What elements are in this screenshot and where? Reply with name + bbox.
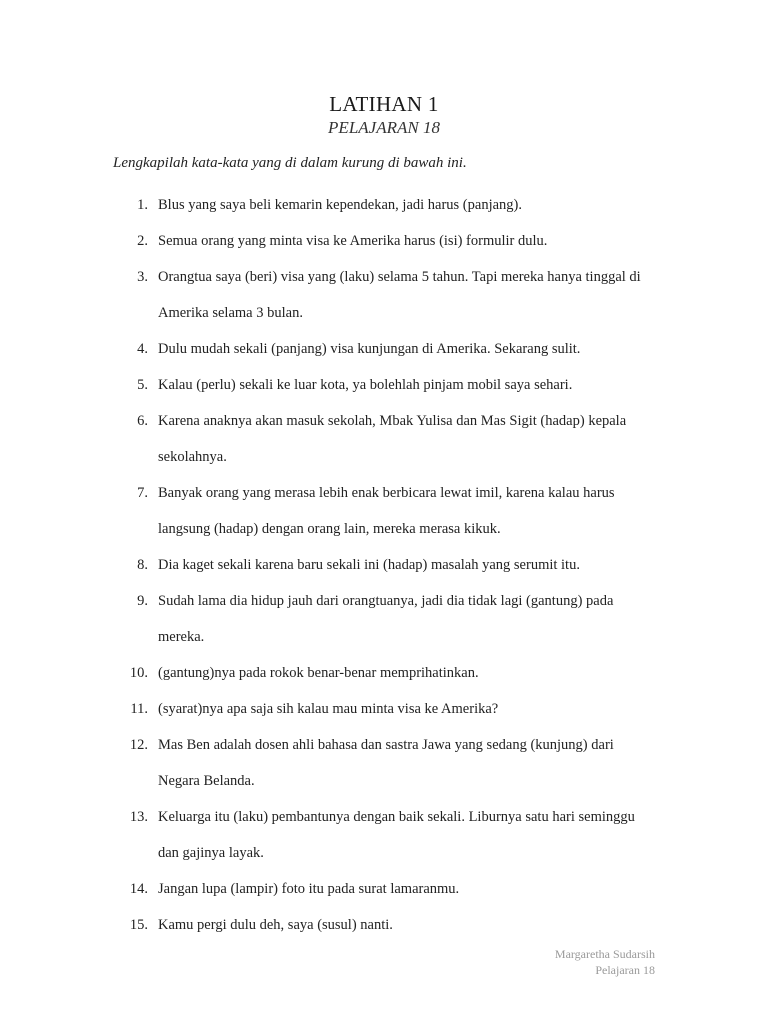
item-text: Dia kaget sekali karena baru sekali ini (hadap) masalah yang serumit itu. [158, 557, 580, 573]
page-footer [555, 946, 655, 978]
item-text: Blus yang saya beli kemarin kependekan, jadi harus (panjang). [158, 197, 522, 213]
item-number: 6. [137, 413, 148, 429]
list-item [0, 907, 768, 943]
list-item [0, 727, 768, 799]
item-text: Jangan lupa (lampir) foto itu pada surat lamaranmu. [158, 881, 460, 897]
item-number: 2. [137, 233, 148, 249]
list-item [0, 871, 768, 907]
item-number: 3. [137, 269, 148, 285]
item-text: Mas Ben adalah dosen ahli bahasa dan sastra Jawa yang sedang (kunjung) dari Negara Belanda. [158, 737, 614, 789]
list-item [0, 547, 768, 583]
list-item [0, 799, 768, 871]
item-number: 12. [129, 737, 148, 753]
item-number: 11. [130, 701, 148, 717]
item-text: Sudah lama dia hidup jauh dari orangtuanya, jadi dia tidak lagi (gantung) pada mereka. [158, 593, 614, 645]
item-text: Karena anaknya akan masuk sekolah, Mbak Yulisa dan Mas Sigit (hadap) kepala sekolahnya. [158, 413, 627, 465]
list-item [0, 223, 768, 259]
item-number: 4. [137, 341, 148, 357]
item-text: Keluarga itu (laku) pembantunya dengan baik sekali. Liburnya satu hari seminggu dan gajinya layak. [158, 809, 635, 861]
item-number: 14. [129, 881, 148, 897]
list-item [0, 331, 768, 367]
item-number: 9. [137, 593, 148, 609]
item-number: 10. [129, 665, 148, 681]
list-item [0, 475, 768, 547]
item-number: 8. [137, 557, 148, 573]
item-text: Kalau (perlu) sekali ke luar kota, ya bolehlah pinjam mobil saya sehari. [158, 377, 573, 393]
list-item [0, 187, 768, 223]
list-item [0, 367, 768, 403]
list-item [0, 655, 768, 691]
item-text: (syarat)nya apa saja sih kalau mau minta visa ke Amerika? [158, 701, 499, 717]
item-text: Semua orang yang minta visa ke Amerika harus (isi) formulir dulu. [158, 233, 548, 249]
instruction-text: Lengkapilah kata-kata yang di dalam kurung di bawah ini. [113, 155, 467, 171]
exercise-list [0, 187, 768, 943]
item-number: 13. [129, 809, 148, 825]
page-title: LATIHAN 1 [329, 92, 439, 116]
list-item [0, 403, 768, 475]
item-text: Orangtua saya (beri) visa yang (laku) selama 5 tahun. Tapi mereka hanya tinggal di Amerika selama 3 bulan. [158, 269, 641, 321]
item-number: 1. [137, 197, 148, 213]
item-number: 5. [137, 377, 148, 393]
item-text: Kamu pergi dulu deh, saya (susul) nanti. [158, 917, 393, 933]
item-text: Dulu mudah sekali (panjang) visa kunjungan di Amerika. Sekarang sulit. [158, 341, 581, 357]
list-item [0, 691, 768, 727]
page-subtitle: PELAJARAN 18 [328, 118, 440, 137]
list-item [0, 259, 768, 331]
item-text: (gantung)nya pada rokok benar-benar memprihatinkan. [158, 665, 479, 681]
footer-author: Margaretha Sudarsih [554, 947, 655, 961]
item-number: 7. [137, 485, 148, 501]
item-number: 15. [129, 917, 148, 933]
list-item [0, 583, 768, 655]
item-text: Banyak orang yang merasa lebih enak berbicara lewat imil, karena kalau harus langsung (hadap) dengan orang lain, mereka merasa kikuk. [158, 485, 615, 537]
footer-lesson: Pelajaran 18 [595, 963, 655, 977]
